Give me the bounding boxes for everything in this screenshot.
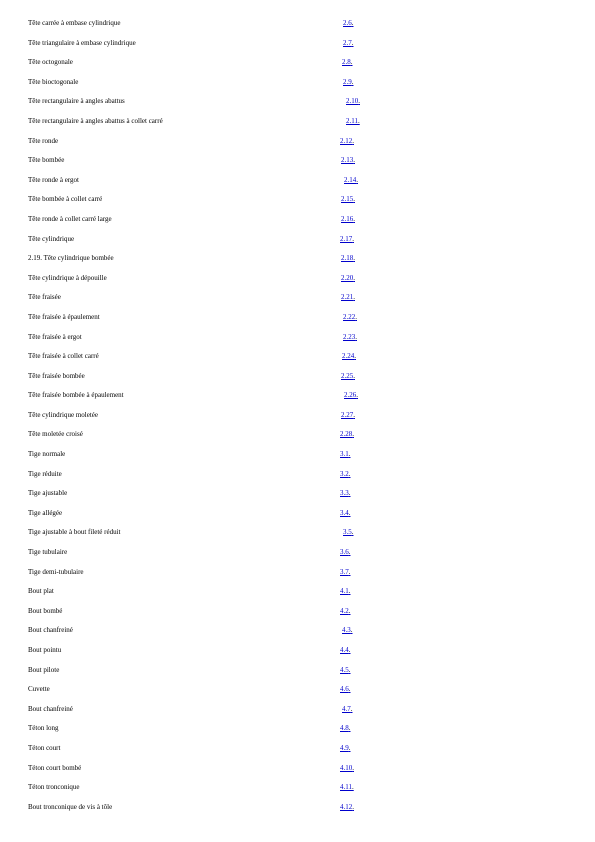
- toc-entry-label: Tête fraisée bombée: [28, 371, 85, 380]
- toc-entry-link[interactable]: 4.12.: [340, 802, 354, 811]
- toc-entry-link[interactable]: 3.3.: [340, 489, 351, 498]
- toc-entry-label: Bout chanfreiné: [28, 626, 73, 635]
- toc-entry-label: Bout plat: [28, 587, 54, 596]
- toc-entry-period: .: [353, 371, 355, 380]
- toc-entry-label: 2.19. Tête cylindrique bombée: [28, 254, 114, 263]
- toc-entry-label: Tige allégée: [28, 508, 63, 517]
- toc-entry-link[interactable]: 2.28.: [340, 430, 354, 439]
- toc-entry-label: Bout tronconique de vis à tôle: [28, 802, 113, 811]
- toc-entry-link[interactable]: 2.11.: [346, 116, 360, 125]
- toc-entry-link[interactable]: 2.15.: [341, 195, 355, 204]
- toc-entry-period: .: [358, 97, 360, 106]
- toc-entry-link[interactable]: 3.5.: [343, 528, 354, 537]
- toc-entry: [28, 210, 588, 230]
- toc-entry-link[interactable]: 4.8.: [340, 724, 351, 733]
- toc-entry-link[interactable]: 4.6.: [340, 685, 351, 694]
- toc-entry-period: .: [356, 391, 358, 400]
- toc-entry: [28, 386, 588, 406]
- toc-entry-link[interactable]: 2.16.: [341, 214, 355, 223]
- toc-entry-label: Tête triangulaire à embase cylindrique: [28, 38, 136, 47]
- toc-entry-label: Tête cylindrique moletée: [28, 410, 98, 419]
- toc-entry-link[interactable]: 4.3.: [342, 626, 353, 635]
- toc-entry-link[interactable]: 4.5.: [340, 665, 351, 674]
- toc-entry: [28, 465, 588, 485]
- toc-entry-period: .: [348, 685, 351, 694]
- toc-entry-label: Tige normale: [28, 450, 66, 459]
- toc-entry: [28, 14, 588, 34]
- toc-entry-period: .: [348, 606, 351, 615]
- toc-entry-label: Tige demi-tubulaire: [28, 567, 84, 576]
- toc-entry-link[interactable]: 4.4.: [340, 646, 351, 654]
- toc-entry-period: .: [352, 763, 354, 772]
- toc-entry: [28, 112, 588, 132]
- toc-entry: [28, 602, 588, 622]
- toc-entry-label: Tête fraisée à ergot: [28, 332, 82, 341]
- toc-entry-link[interactable]: 3.4.: [340, 508, 351, 517]
- toc-entry-label: Tête fraisée à collet carré: [28, 352, 99, 361]
- toc-entry-label: Bout pointu: [28, 646, 62, 654]
- toc-entry-label: Tige réduite: [28, 469, 62, 478]
- toc-entry-period: .: [352, 234, 354, 243]
- toc-entry: [28, 543, 588, 563]
- toc-entry-period: .: [348, 548, 351, 557]
- toc-entry: [28, 759, 588, 779]
- toc-entry-label: Tête rectangulaire à angles abattus: [28, 97, 125, 106]
- toc-entry-link[interactable]: 4.9.: [340, 743, 351, 752]
- toc-entry-label: Tête bombée: [28, 156, 65, 165]
- toc-entry-period: .: [352, 136, 354, 145]
- toc-entry-link[interactable]: 2.14.: [344, 175, 358, 184]
- toc-entry-link[interactable]: 4.11.: [340, 783, 354, 792]
- toc-entry-link[interactable]: 2.25.: [341, 371, 355, 380]
- toc-entry-label: Tête moletée croisé: [28, 430, 83, 439]
- toc-entry: [28, 425, 588, 445]
- toc-entry-period: .: [352, 802, 354, 811]
- toc-entry-link[interactable]: 2.8.: [342, 58, 353, 67]
- toc-entry-link[interactable]: 2.24.: [342, 352, 356, 361]
- toc-entry-period: .: [358, 116, 360, 125]
- toc-entry: [28, 269, 588, 289]
- toc-entry-period: .: [354, 352, 356, 361]
- toc-entry-link[interactable]: 2.26.: [344, 391, 358, 400]
- toc-entry-label: Tête cylindrique: [28, 234, 75, 243]
- toc-entry-period: .: [348, 469, 351, 478]
- toc-entry-label: Tête bombée à collet carré: [28, 195, 103, 204]
- toc-entry: [28, 798, 588, 818]
- toc-entry-period: .: [348, 665, 351, 674]
- toc-entry: [28, 53, 588, 73]
- toc-entry: [28, 504, 588, 524]
- toc-entry-period: .: [353, 214, 355, 223]
- toc-entry-period: .: [352, 783, 354, 792]
- toc-entry-label: Tête cylindrique à dépouille: [28, 273, 107, 282]
- toc-entry-period: .: [351, 528, 354, 537]
- table-of-contents: [28, 14, 588, 817]
- toc-entry-period: .: [351, 77, 354, 86]
- toc-entry-link[interactable]: 2.13.: [341, 156, 355, 165]
- toc-entry-period: .: [348, 508, 351, 517]
- toc-entry: [28, 190, 588, 210]
- toc-entry-period: .: [353, 273, 355, 282]
- toc-entry-link[interactable]: 2.27.: [341, 410, 355, 419]
- toc-entry-period: .: [348, 489, 351, 498]
- toc-entry-link[interactable]: 2.12.: [340, 136, 354, 145]
- toc-entry-link[interactable]: 2.23.: [343, 332, 357, 341]
- toc-entry: [28, 778, 588, 798]
- toc-entry-link[interactable]: 2.9.: [343, 77, 354, 86]
- toc-entry-label: Tige tubulaire: [28, 548, 68, 557]
- toc-entry-label: Tige ajustable à bout fileté réduit: [28, 528, 121, 537]
- toc-entry: [28, 328, 588, 348]
- toc-entry: [28, 719, 588, 739]
- toc-entry-label: Tête fraisée: [28, 293, 61, 302]
- toc-entry-label: Bout chanfreiné: [28, 704, 73, 713]
- toc-entry-period: .: [351, 38, 354, 47]
- toc-entry-period: .: [350, 626, 353, 635]
- toc-entry: [28, 171, 588, 191]
- toc-entry-link[interactable]: 4.10.: [340, 763, 354, 772]
- toc-entry-period: .: [350, 58, 353, 67]
- toc-entry-label: Tête ronde: [28, 136, 59, 145]
- toc-entry-label: Tête ronde à ergot: [28, 175, 79, 184]
- toc-entry: [28, 484, 588, 504]
- toc-entry: [28, 151, 588, 171]
- toc-entry-link[interactable]: 3.7.: [340, 567, 351, 576]
- toc-entry-link[interactable]: 2.6.: [343, 19, 354, 27]
- toc-entry-period: .: [348, 587, 351, 596]
- toc-entry-link[interactable]: 2.10.: [346, 97, 360, 106]
- toc-entry-link[interactable]: 3.2.: [340, 469, 351, 478]
- toc-entry-period: .: [353, 156, 355, 165]
- toc-entry: [28, 288, 588, 308]
- toc-entry-link[interactable]: 3.6.: [340, 548, 351, 557]
- toc-entry-label: Tête octogonale: [28, 58, 73, 67]
- toc-entry: [28, 621, 588, 641]
- toc-entry: [28, 680, 588, 700]
- toc-entry-period: .: [348, 743, 351, 752]
- toc-entry-label: Téton court bombé: [28, 763, 82, 772]
- toc-entry-label: Téton court: [28, 743, 61, 752]
- toc-entry-link[interactable]: 2.21.: [341, 293, 355, 302]
- toc-entry-label: Tête carrée à embase cylindrique: [28, 19, 121, 27]
- toc-entry-link[interactable]: 2.20.: [341, 273, 355, 282]
- toc-entry-period: .: [348, 567, 351, 576]
- toc-entry-label: Tête ronde à collet carré large: [28, 214, 112, 223]
- toc-entry-period: .: [352, 430, 354, 439]
- toc-entry-period: .: [350, 704, 353, 713]
- toc-entry-period: .: [351, 19, 354, 27]
- toc-entry-period: .: [355, 332, 357, 341]
- toc-entry-label: Téton long: [28, 724, 59, 733]
- toc-entry: [28, 445, 588, 465]
- toc-entry-label: Tête bioctogonale: [28, 77, 79, 86]
- toc-entry-period: .: [348, 646, 351, 654]
- toc-entry-link[interactable]: 2.17.: [340, 234, 354, 243]
- toc-entry-link[interactable]: 2.18.: [341, 254, 355, 263]
- toc-entry: [28, 641, 588, 661]
- toc-entry-period: .: [356, 175, 358, 184]
- toc-entry: [28, 73, 588, 93]
- toc-entry: [28, 523, 588, 543]
- toc-entry-link[interactable]: 4.7.: [342, 704, 353, 713]
- toc-entry-label: Tige ajustable: [28, 489, 68, 498]
- toc-entry: [28, 661, 588, 681]
- toc-entry-link[interactable]: 3.1.: [340, 450, 351, 459]
- toc-entry: [28, 347, 588, 367]
- toc-entry-link[interactable]: 4.2.: [340, 606, 351, 615]
- toc-entry-label: Tête rectangulaire à angles abattus à collet carré: [28, 116, 163, 125]
- toc-entry: [28, 34, 588, 54]
- toc-entry: [28, 249, 588, 269]
- toc-entry: [28, 582, 588, 602]
- toc-entry-label: Tête fraisée bombée à épaulement: [28, 391, 124, 400]
- toc-entry-link[interactable]: 4.1.: [340, 587, 351, 596]
- toc-entry: [28, 739, 588, 759]
- toc-entry-period: .: [353, 293, 355, 302]
- toc-entry-period: .: [348, 724, 351, 733]
- toc-entry-label: Bout pilote: [28, 665, 60, 674]
- toc-entry: [28, 132, 588, 152]
- toc-entry: [28, 230, 588, 250]
- toc-entry-link[interactable]: 2.7.: [343, 38, 354, 47]
- toc-entry-period: .: [355, 312, 357, 321]
- toc-entry: [28, 92, 588, 112]
- toc-entry: [28, 406, 588, 426]
- toc-entry-label: Cuvette: [28, 685, 50, 694]
- toc-entry-period: .: [353, 410, 355, 419]
- toc-entry: [28, 308, 588, 328]
- toc-entry-label: Téton tronconique: [28, 783, 80, 792]
- toc-entry: [28, 563, 588, 583]
- toc-entry: [28, 700, 588, 720]
- toc-entry: [28, 367, 588, 387]
- toc-entry-label: Bout bombé: [28, 606, 63, 615]
- toc-entry-period: .: [348, 450, 351, 459]
- toc-entry-label: Tête fraisée à épaulement: [28, 312, 100, 321]
- toc-entry-period: .: [353, 254, 355, 263]
- toc-entry-period: .: [353, 195, 355, 204]
- toc-entry-link[interactable]: 2.22.: [343, 312, 357, 321]
